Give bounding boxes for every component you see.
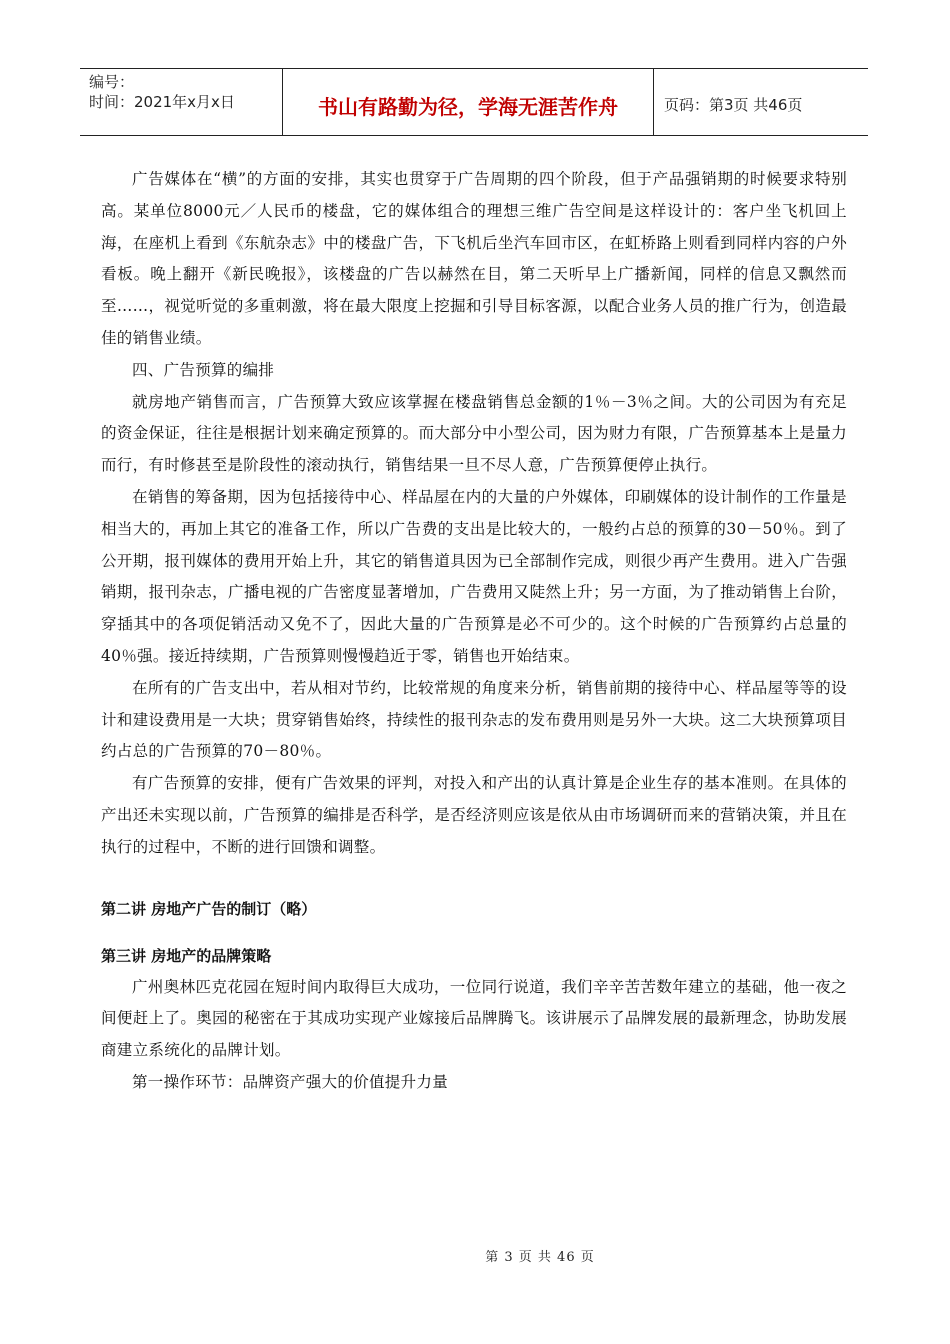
paragraph: 在所有的广告支出中，若从相对节约，比较常规的角度来分析，销售前期的接待中心、样品屋等等的设计和建设费用是一大块；贯穿销售始终，持续性的报刊杂志的发布费用则是另外一大块。这二大块预算项目约占总的广告预算的70－80％。 xyxy=(101,678,847,761)
paragraph: 第一操作环节：品牌资产强大的价值提升力量 xyxy=(132,1072,449,1091)
section-subheading: 四、广告预算的编排 xyxy=(132,360,275,379)
page-footer: 第 3 页 共 46 页 xyxy=(485,1250,595,1265)
lecture-3-heading: 第三讲 房地产的品牌策略 xyxy=(101,946,272,965)
paragraph: 广告媒体在“横”的方面的安排，其实也贯穿于广告周期的四个阶段，但于产品强销期的时候要求特别高。某单位8000元／人民币的楼盘，它的媒体组合的理想三维广告空间是这样设计的：客户坐飞机回上海，在座机上看到《东航杂志》中的楼盘广告，下飞机后坐汽车回市区，在虹桥路上则看到同样内容的户外看板。晚上翻开《新民晚报》，该楼盘的广告以赫然在目，第二天听早上广播新闻，同样的信息又飘然而至……，视觉听觉的多重刺激，将在最大限度上挖掘和引导目标客源，以配合业务人员的推广行为，创造最佳的销售业绩。 xyxy=(101,170,847,347)
paragraph: 广州奥林匹克花园在短时间内取得巨大成功，一位同行说道，我们辛辛苦苦数年建立的基础，他一夜之间便赶上了。奥园的秘密在于其成功实现产业嫁接后品牌腾飞。该讲展示了品牌发展的最新理念，协助发展商建立系统化的品牌计划。 xyxy=(101,977,847,1060)
header-left-cell xyxy=(80,69,283,135)
paragraph: 在销售的筹备期，因为包括接待中心、样品屋在内的大量的户外媒体，印刷媒体的设计制作的工作量是相当大的，再加上其它的准备工作，所以广告费的支出是比较大的，一般约占总的预算的30－50％。到了公开期，报刊媒体的费用开始上升，其它的销售道具因为已全部制作完成，则很少再产生费用。进入广告强销期，报刊杂志，广播电视的广告密度显著增加，广告费用又陡然上升；另一方面，为了推动销售上台阶，穿插其中的各项促销活动又免不了，因此大量的广告预算是必不可少的。这个时候的广告预算约占总量的40％强。接近持续期，广告预算则慢慢趋近于零，销售也开始结束。 xyxy=(101,487,847,665)
number-label: 编号： xyxy=(89,73,135,91)
header-page-label: 页码：第3页 共46页 xyxy=(664,95,803,114)
document-body xyxy=(101,164,847,1099)
paragraph: 有广告预算的安排，便有广告效果的评判，对投入和产出的认真计算是企业生存的基本准则。在具体的产出还未实现以前，广告预算的编排是否科学，是否经济则应该是依从由市场调研而来的营销决策，并且在执行的过程中，不断的进行回馈和调整。 xyxy=(101,774,847,856)
time-label: 时间：2021年x月x日 xyxy=(89,93,235,111)
page-header xyxy=(80,68,868,136)
lecture-2-heading: 第二讲 房地产广告的制订（略） xyxy=(101,899,317,918)
header-motto: 书山有路勤为径，学海无涯苦作舟 xyxy=(283,69,654,135)
paragraph: 就房地产销售而言，广告预算大致应该掌握在楼盘销售总金额的1％－3％之间。大的公司因为有充足的资金保证，往往是根据计划来确定预算的。而大部分中小型公司，因为财力有限，广告预算基本上是量力而行，有时修甚至是阶段性的滚动执行，销售结果一旦不尽人意，广告预算便停止执行。 xyxy=(101,392,847,475)
